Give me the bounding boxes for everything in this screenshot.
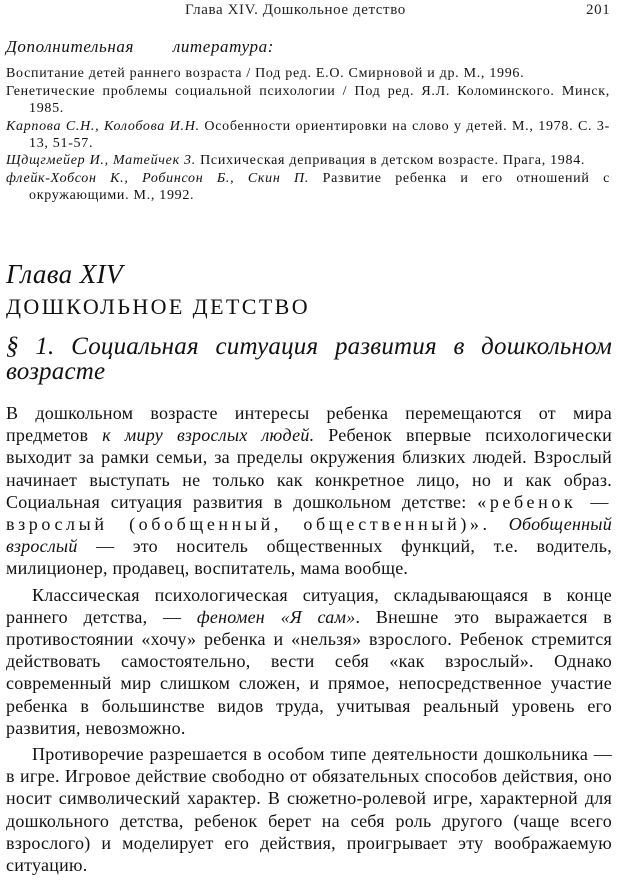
literature-entry-author: флейк-Хобсон К., Робинсон Б., Скин П. <box>6 170 310 186</box>
literature-entry <box>6 118 610 153</box>
paragraph <box>6 743 612 876</box>
paragraph-text: В дошкольном возрасте интересы ребенка перемещаются от мира предметов <box>6 403 612 446</box>
chapter-heading <box>6 258 310 322</box>
body-text <box>6 402 612 876</box>
section-title: § 1. Социальная ситуация развития в дошкольном возрасте <box>6 333 612 385</box>
literature-entry <box>6 170 610 205</box>
literature-entry-text: Психическая депривация в детском возрасте. Прага, 1984. <box>195 153 586 169</box>
paragraph-text: — это носитель общественных функций, т.е. водитель, милиционер, продавец, воспитатель, мама вообще. <box>6 536 612 579</box>
literature-entry <box>6 65 610 82</box>
spaced-text: «ребенок — взрослый (обобщенный, общественный)». <box>6 491 613 535</box>
literature-entry-text: Воспитание детей раннего возраста / Под ред. Е.О. Смирновой и др. М., 1996. <box>6 66 525 82</box>
literature-entry-author: Карпова С.Н., Колобова И.Н. <box>6 118 200 134</box>
literature-heading: Дополнительная литература: <box>6 37 274 56</box>
paragraph-text: . Внешне это выражается в противостоянии «хочу» ребенка и «нельзя» взрослого. Ребенок стремится действовать самостоятельно, вести себя «как взрослый». Однако современный мир слишком сложен, и прямое, непосредственное участие ребенка в большинстве видов труда, учитывая реальный уровень его развития, невозможно. <box>6 606 612 738</box>
emphasis-text: к миру взрослых людей. <box>102 425 315 446</box>
page-number: 201 <box>586 2 611 18</box>
paragraph-text <box>491 514 509 534</box>
literature-entry-text: Генетические проблемы социальной психологии / Под ред. Я.Л. Коломинского. Минск, 1985. <box>6 83 610 117</box>
literature-entry-author: Щдщгмейер И., Матейчек 3. <box>6 153 196 169</box>
emphasis-text: феномен «Я сам» <box>196 606 356 627</box>
literature-entry-text: Развитие ребенка и его отношений с окружающими. М., 1992. <box>29 170 610 204</box>
chapter-title: ДОШКОЛЬНОЕ ДЕТСТВО <box>6 294 311 319</box>
paragraph <box>6 402 612 580</box>
literature-entry-text: Особенности ориентировки на слово у детей. М., 1978. С. 3-13, 51-57. <box>29 118 610 152</box>
emphasis-text: Обобщенный взрослый <box>6 514 613 557</box>
paragraph-text: Противоречие разрешается в особом типе деятельности дошкольника — в игре. Игровое действие свободно от обязательных способов действия, оно носит символический характер. В сюжетно-ролевой игре, характерной для дошкольного детства, ребенок берет на себя роль другого (чаще всего взрослого) и моделирует его действия, проигрывает эту воображаемую ситуацию. <box>6 744 612 876</box>
paragraph <box>6 584 612 739</box>
chapter-number: Глава XIV <box>6 259 123 289</box>
running-head-title: Глава XIV. Дошкольное детство <box>185 2 406 18</box>
literature-list <box>6 38 610 205</box>
literature-entry <box>6 152 610 169</box>
literature-entry <box>6 83 610 118</box>
paragraph-text: Ребенок впервые психологически выходит за рамки семьи, за пределы окружения близких людей. Взрослый начинает выступать не только как конкретное лицо, но и как образ. Социальная ситуация развития в дошкольном детстве: <box>6 425 612 512</box>
paragraph-text: Классическая психологическая ситуация, складывающаяся в конце раннего детства, — <box>6 584 612 627</box>
